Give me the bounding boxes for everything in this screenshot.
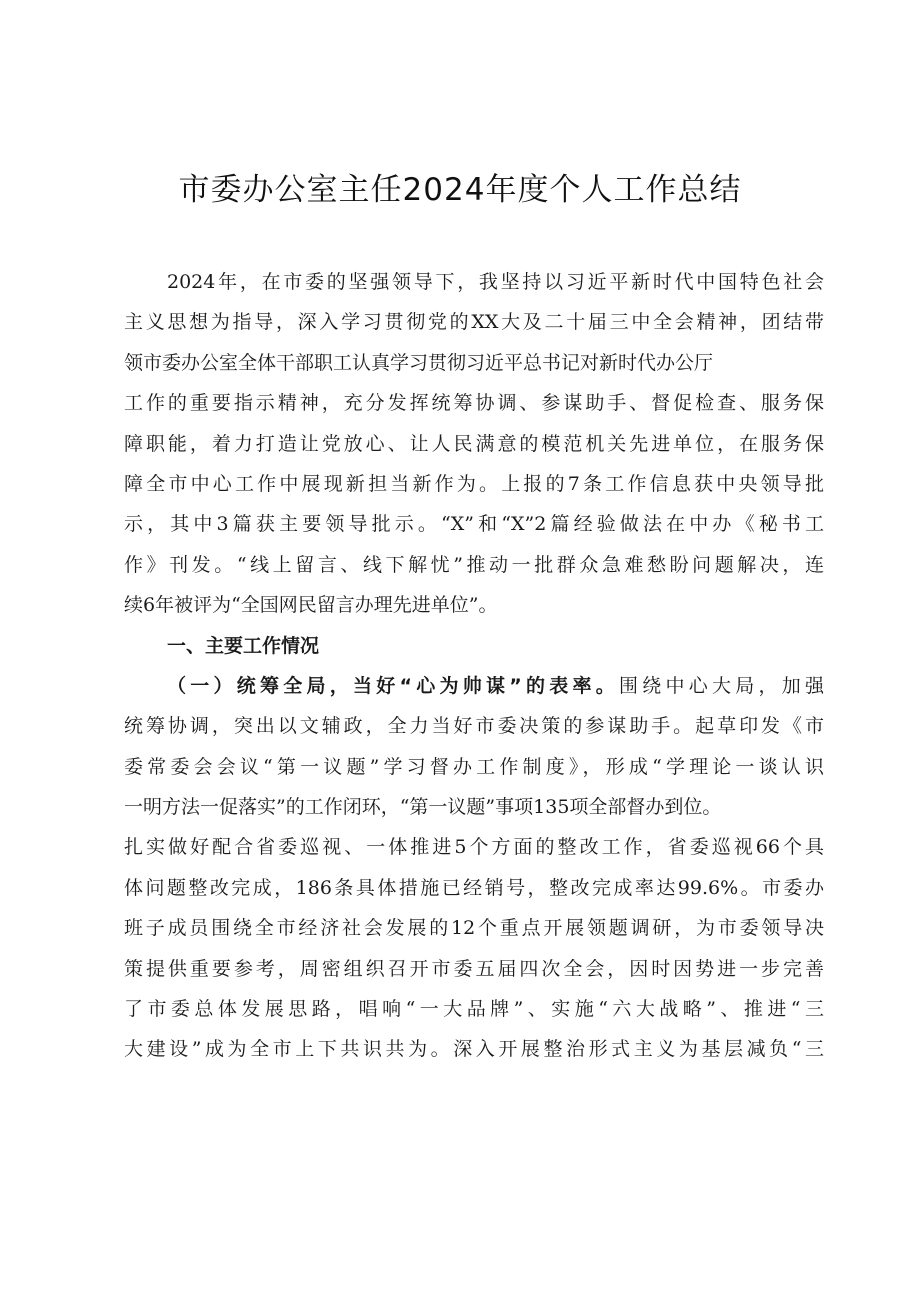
text-line: 工作的重要指示精神，充分发挥统筹协调、参谋助手、督促检查、服务保 [124, 392, 824, 415]
text-line: 委常委会会议“第一议题”学习督办工作制度》，形成“学理论一谈认识 [124, 755, 824, 778]
text-line: 班子成员围绕全市经济社会发展的12个重点开展领题调研，为市委领导决 [124, 917, 824, 940]
subsection-lead: （一）统筹全局，当好“心为帅谋”的表率。 [167, 674, 619, 697]
text-line: 示，其中3篇获主要领导批示。“X”和“X”2篇经验做法在中办《秘书工 [124, 513, 824, 536]
subsection-lead-rest: 围绕中心大局，加强 [618, 674, 824, 697]
text-line: 扎实做好配合省委巡视、一体推进5个方面的整改工作，省委巡视66个具 [124, 836, 824, 859]
text-line: 主义思想为指导，深入学习贯彻党的XX大及二十届三中全会精神，团结带 [124, 311, 824, 334]
text-line: 作》刊发。“线上留言、线下解忧”推动一批群众急难愁盼问题解决，连 [124, 553, 824, 576]
text-line: 2024年，在市委的坚强领导下，我坚持以习近平新时代中国特色社会 [167, 271, 824, 293]
text-line: 障职能，着力打造让党放心、让人民满意的模范机关先进单位，在服务保 [124, 432, 824, 455]
text-line: 了市委总体发展思路，唱响“一大品牌”、实施“六大战略”、推进“三 [124, 998, 824, 1021]
text-line: 大建设”成为全市上下共识共为。深入开展整治形式主义为基层减负“三 [124, 1038, 824, 1061]
text-line: 领市委办公室全体干部职工认真学习贯彻习近平总书记对新时代办公厅 [124, 351, 714, 374]
text-line [124, 666, 824, 706]
text-line: 续6年被评为“全国网民留言办理先进单位”。 [124, 594, 498, 617]
intro-paragraph [124, 262, 824, 626]
section-heading: 一、主要工作情况 [167, 634, 320, 657]
text-line: 一明方法一促落实”的工作闭环，“第一议题”事项135项全部督办到位。 [124, 796, 722, 819]
subsection-paragraph [124, 666, 824, 1070]
document-body [124, 262, 824, 1070]
text-line: 统筹协调，突出以文辅政，全力当好市委决策的参谋助手。起草印发《市 [124, 715, 824, 738]
text-line: 障全市中心工作中展现新担当新作为。上报的7条工作信息获中央领导批 [124, 472, 824, 495]
document-title: 市委办公室主任2024年度个人工作总结 [178, 172, 742, 208]
text-line: 体问题整改完成，186条具体措施已经销号，整改完成率达99.6%。市委办 [124, 876, 824, 899]
text-line: 策提供重要参考，周密组织召开市委五届四次全会，因时因势进一步完善 [124, 957, 824, 980]
